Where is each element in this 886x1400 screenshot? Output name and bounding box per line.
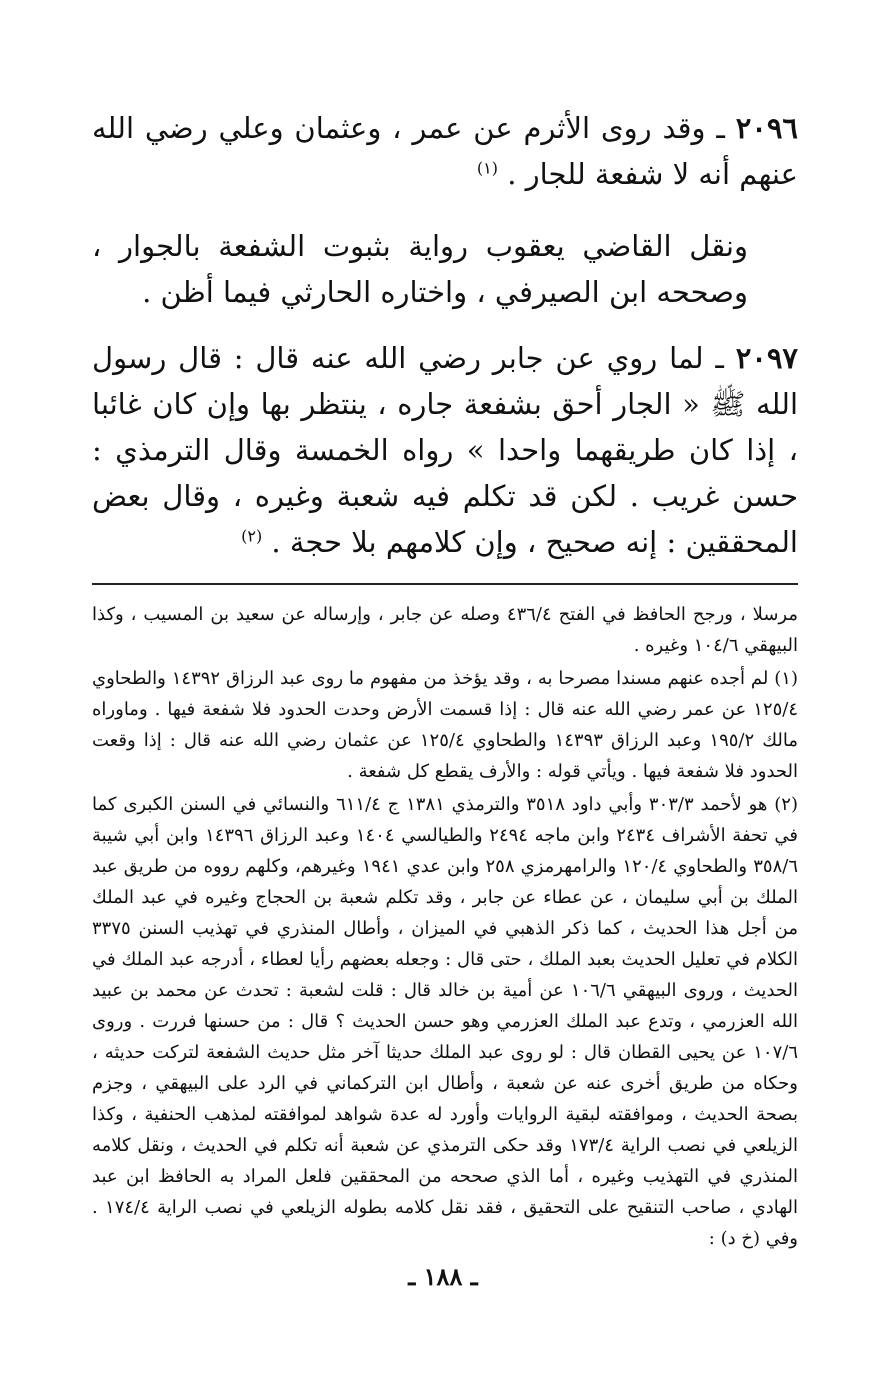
paragraph-number: ٢٠٩٦ [735, 111, 798, 145]
footnote-1: (١) لم أجده عنهم مسندا مصرحا به ، وقد يؤخذ من مفهوم ما روى عبد الرزاق ١٤٣٩٢ والطحاوي ١٢٥/٤ عن عمر رضي الله عنه قال : إذا قسمت الأرض وحدت الحدود فلا شفعة فيها . وماوراه مالك ١٩٥/٢ وعبد الرزاق ١٤٣٩٣ والطحاوي ١٢٥/٤ عن عثمان رضي الله عنه قال : إذا وقعت الحدود فلا شفعة فيها . ويأتي قوله : والأرف يقطع كل شفعة . [92, 668, 798, 782]
page-number: ـ ١٨٨ ـ [408, 1262, 478, 1291]
paragraph-number: ٢٠٩٧ [735, 341, 798, 375]
footnote-divider [92, 583, 798, 585]
footnote-continuation: مرسلا ، ورجح الحافظ في الفتح ٤٣٦/٤ وصله عن جابر ، وإرساله عن سعيد بن المسيب ، وكذا البيهقي ١٠٤/٦ وغيره . [92, 604, 798, 656]
footnote-ref-1: (١) [476, 158, 499, 178]
page-body [92, 105, 798, 1256]
footnote-ref-2: (٢) [241, 526, 263, 546]
paragraph-text: ـ وقد روى الأثرم عن عمر ، وعثمان وعلي رضي الله عنهم أنه لا شفعة للجار . [92, 111, 798, 191]
paragraph-text: ونقل القاضي يعقوب رواية بثبوت الشفعة بالجوار ، وصححه ابن الصيرفي ، واختاره الحارثي فيما أظن . [92, 229, 748, 309]
footnote-2: (٢) هو لأحمد ٣٠٣/٣ وأبي داود ٣٥١٨ والترمذي ١٣٨١ ج ٦١١/٤ والنسائي في السنن الكبرى كما في تحفة الأشراف ٢٤٣٤ وابن ماجه ٢٤٩٤ والطيالسي ١٤٠٤ وعبد الرزاق ١٤٣٩٦ وابن أبي شيبة ٣٥٨/٦ والطحاوي ١٢٠/٤ والرامهرمزي ٢٥٨ وابن عدي ١٩٤١ وغيرهم، وكلهم رووه من طريق عبد الملك بن أبي سليمان ، عن عطاء عن جابر ، وقد تكلم شعبة بن الحجاج وغيره في عبد الملك من أجل هذا الحديث ، كما ذكر الذهبي في الميزان ، وأطال المنذري في تهذيب السنن ٣٣٧٥ الكلام في تعليل الحديث بعبد الملك ، حتى قال : وجعله بعضهم رأيا لعطاء ، أدرجه عبد الملك في الحديث ، وروى البيهقي ١٠٦/٦ عن أمية بن خالد قال : قلت لشعبة : تحدث عن محمد بن عبيد الله العزرمي ، وتدع عبد الملك العزرمي وهو حسن الحديث ؟ قال : من حسنها فررت . وروى ١٠٧/٦ عن يحيى القطان قال : لو روى عبد الملك حديثا آخر مثل حديث الشفعة لتركت حديثه ، وحكاه من طريق أخرى عنه عن شعبة ، وأطال ابن التركماني في الرد على البيهقي ، وجزم بصحة الحديث ، وموافقته لبقية الروايات وأورد له عدة شواهد لموافقته لمذهب الحنفية ، وكذا الزيلعي في نصب الراية ١٧٣/٤ وقد حكى الترمذي عن شعبة أنه تكلم في الحديث ، ونقل كلامه المنذري في التهذيب وغيره ، أما الذي صححه من المحققين فلعل المراد به الحافظ ابن عبد الهادي ، صاحب التنقيح على التحقيق ، فقد نقل كلامه بطوله الزيلعي في نصب الراية ١٧٤/٤ . وفي (خ د) : [92, 794, 799, 1249]
footnotes [92, 599, 798, 1254]
paragraph-2096 [92, 105, 798, 197]
paragraph-text: ـ لما روي عن جابر رضي الله عنه قال : قال رسول الله ﷺ « الجار أحق بشفعة جاره ، ينتظر بها وإن كان غائبا ، إذا كان طريقهما واحدا » رواه الخمسة وقال الترمذي : حسن غريب . لكن قد تكلم فيه شعبة وغيره ، وقال بعض المحققين : إنه صحيح ، وإن كلامهم بلا حجة . [92, 341, 798, 559]
paragraph-qadi-yaqub [92, 223, 798, 315]
paragraph-2097 [92, 335, 798, 565]
